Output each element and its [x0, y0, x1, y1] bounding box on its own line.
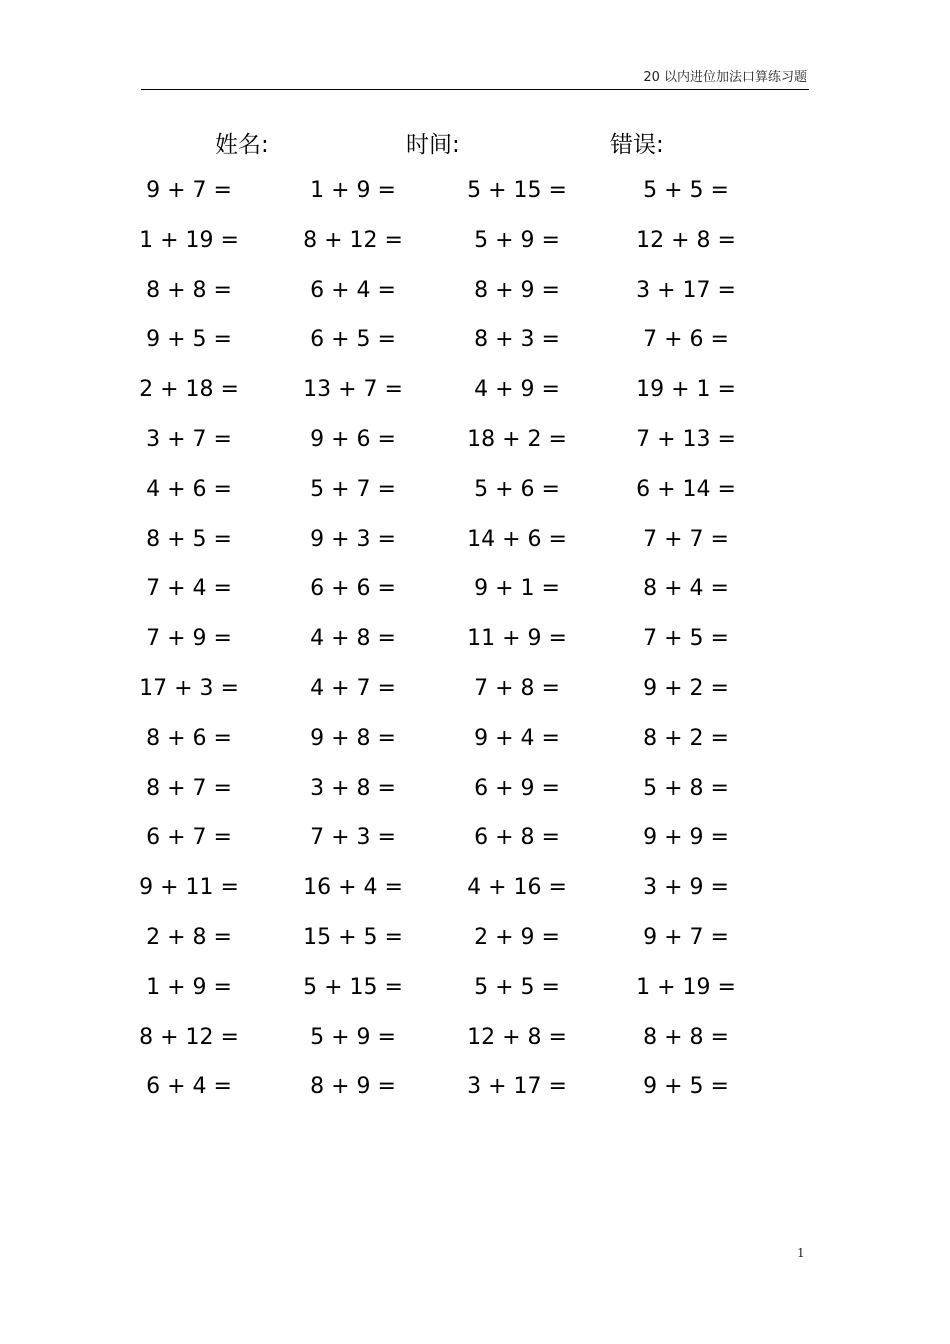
page-number: 1: [797, 1246, 805, 1260]
problem-r12-c1: 8 + 6 =: [146, 725, 232, 751]
problem-r18-c4: 8 + 8 =: [643, 1024, 729, 1050]
problem-r16-c2: 15 + 5 =: [303, 925, 403, 950]
problem-r15-c3: 4 + 16 =: [467, 875, 567, 901]
problem-r4-c2: 6 + 5 =: [310, 327, 396, 353]
problem-r13-c1: 8 + 7 =: [146, 775, 232, 801]
problem-r18-c2: 5 + 9 =: [310, 1024, 396, 1050]
problem-r11-c2: 4 + 7 =: [310, 676, 396, 701]
problem-r9-c4: 8 + 4 =: [643, 576, 729, 602]
problem-r11-c4: 9 + 2 =: [643, 676, 729, 701]
problem-r14-c4: 9 + 9 =: [643, 825, 729, 851]
problem-r5-c2: 13 + 7 =: [303, 377, 403, 403]
problem-r4-c4: 7 + 6 =: [643, 327, 729, 353]
problem-r18-c3: 12 + 8 =: [467, 1024, 567, 1050]
problem-r11-c3: 7 + 8 =: [474, 676, 560, 701]
problem-r1-c4: 5 + 5 =: [643, 178, 729, 203]
problem-r12-c3: 9 + 4 =: [474, 725, 560, 751]
problem-r7-c4: 6 + 14 =: [636, 476, 736, 502]
problem-r10-c2: 4 + 8 =: [310, 626, 396, 652]
problem-r3-c2: 6 + 4 =: [310, 277, 396, 303]
problem-r8-c2: 9 + 3 =: [310, 526, 396, 552]
problem-r1-c1: 9 + 7 =: [146, 178, 232, 203]
problem-r3-c4: 3 + 17 =: [636, 277, 736, 303]
problem-r7-c2: 5 + 7 =: [310, 476, 396, 502]
problem-r15-c1: 9 + 11 =: [139, 875, 239, 901]
errors-label: 错误:: [610, 132, 664, 158]
problem-r10-c1: 7 + 9 =: [146, 626, 232, 652]
problem-r17-c4: 1 + 19 =: [636, 974, 736, 1000]
problem-r18-c1: 8 + 12 =: [139, 1024, 239, 1050]
problem-r19-c1: 6 + 4 =: [146, 1074, 232, 1100]
problem-r15-c4: 3 + 9 =: [643, 875, 729, 901]
problem-r19-c4: 9 + 5 =: [643, 1074, 729, 1100]
problem-r8-c1: 8 + 5 =: [146, 526, 232, 552]
problem-r17-c1: 1 + 9 =: [146, 974, 232, 1000]
problem-r4-c1: 9 + 5 =: [146, 327, 232, 353]
problem-r12-c4: 8 + 2 =: [643, 725, 729, 751]
problem-r6-c1: 3 + 7 =: [146, 427, 232, 452]
problem-r3-c3: 8 + 9 =: [474, 277, 560, 303]
problem-r13-c3: 6 + 9 =: [474, 775, 560, 801]
problem-r6-c3: 18 + 2 =: [467, 427, 567, 452]
problem-r1-c2: 1 + 9 =: [310, 178, 396, 203]
problem-r8-c4: 7 + 7 =: [643, 526, 729, 552]
problem-r2-c1: 1 + 19 =: [139, 227, 239, 253]
problem-r5-c3: 4 + 9 =: [474, 377, 560, 403]
problem-r7-c1: 4 + 6 =: [146, 476, 232, 502]
problem-r11-c1: 17 + 3 =: [139, 676, 239, 701]
problem-r8-c3: 14 + 6 =: [467, 526, 567, 552]
problem-r10-c3: 11 + 9 =: [467, 626, 567, 652]
problem-r14-c3: 6 + 8 =: [474, 825, 560, 851]
header-rule: [141, 89, 809, 90]
problem-r2-c2: 8 + 12 =: [303, 227, 403, 253]
problem-r17-c3: 5 + 5 =: [474, 974, 560, 1000]
problem-r1-c3: 5 + 15 =: [467, 178, 567, 203]
problem-r9-c3: 9 + 1 =: [474, 576, 560, 602]
time-label: 时间:: [406, 132, 460, 158]
problem-r19-c3: 3 + 17 =: [467, 1074, 567, 1100]
problem-r17-c2: 5 + 15 =: [303, 974, 403, 1000]
problem-r15-c2: 16 + 4 =: [303, 875, 403, 901]
problem-r13-c2: 3 + 8 =: [310, 775, 396, 801]
problem-r6-c4: 7 + 13 =: [636, 427, 736, 452]
problem-r6-c2: 9 + 6 =: [310, 427, 396, 452]
problem-r13-c4: 5 + 8 =: [643, 775, 729, 801]
problem-r10-c4: 7 + 5 =: [643, 626, 729, 652]
problem-r9-c2: 6 + 6 =: [310, 576, 396, 602]
problem-r12-c2: 9 + 8 =: [310, 725, 396, 751]
problem-r14-c2: 7 + 3 =: [310, 825, 396, 851]
problem-r2-c3: 5 + 9 =: [474, 227, 560, 253]
problem-r16-c4: 9 + 7 =: [643, 925, 729, 950]
problem-r9-c1: 7 + 4 =: [146, 576, 232, 602]
problem-r16-c3: 2 + 9 =: [474, 925, 560, 950]
problem-r19-c2: 8 + 9 =: [310, 1074, 396, 1100]
problem-r7-c3: 5 + 6 =: [474, 476, 560, 502]
problem-r5-c1: 2 + 18 =: [139, 377, 239, 403]
problem-r16-c1: 2 + 8 =: [146, 925, 232, 950]
problem-r3-c1: 8 + 8 =: [146, 277, 232, 303]
problem-r14-c1: 6 + 7 =: [146, 825, 232, 851]
problem-r4-c3: 8 + 3 =: [474, 327, 560, 353]
problem-r5-c4: 19 + 1 =: [636, 377, 736, 403]
header-title: 20 以内进位加法口算练习题: [643, 70, 807, 85]
name-label: 姓名:: [215, 132, 269, 158]
problem-r2-c4: 12 + 8 =: [636, 227, 736, 253]
